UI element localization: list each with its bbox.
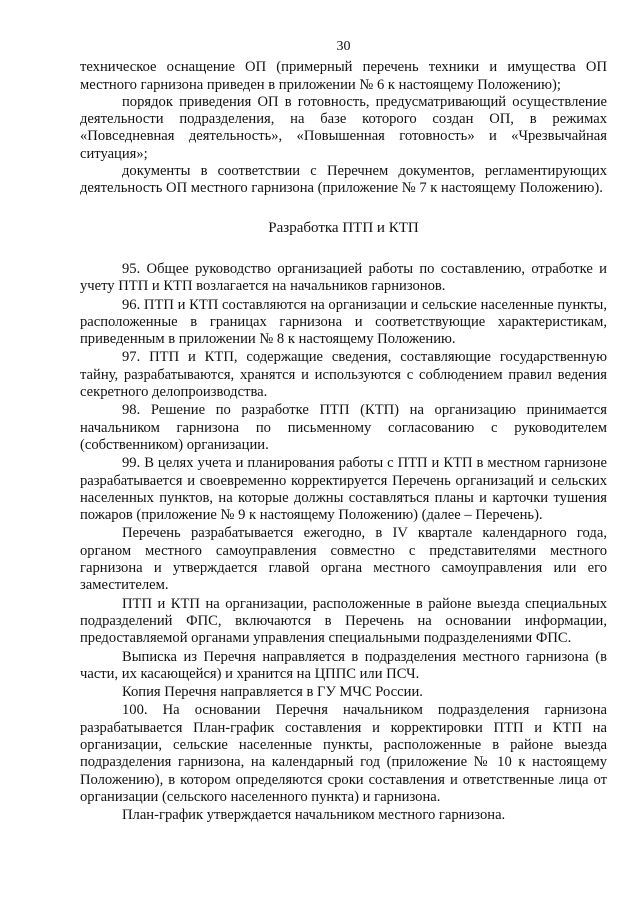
paragraph-95: 95. Общее руководство организацией работы по составлению, отработке и учету ПТП и КТП возлагается на начальников гарнизонов. (80, 260, 607, 295)
paragraph-96: 96. ПТП и КТП составляются на организации и сельские населенные пункты, расположенные в границах гарнизона и соответствующие характеристикам, приведенным в приложении № 8 к настоящему Положению. (80, 296, 607, 348)
paragraph-100: 100. На основании Перечня начальником подразделения гарнизона разрабатывается План-график составления и корректировки ПТП и КТП на организации, сельские населенные пункты, расположенные в районе выезда подразделения гарнизона, на календарный год (приложение № 10 к настоящему Положению), в котором определяются сроки составления и ответственные лица от организации (сельского населенного пункта) и гарнизона. (80, 702, 607, 805)
page-number: 30 (336, 39, 351, 54)
document-page (80, 38, 607, 824)
paragraph-schedule-approval: План-график утверждается начальником местного гарнизона. (122, 807, 506, 824)
paragraph-fps-inclusion: ПТП и КТП на организации, расположенные в районе выезда специальных подразделений ФПС, включаются в Перечень на основании информации, предоставляемой органами управления специальными подразделениями ФПС. (80, 595, 607, 647)
section-heading: Разработка ПТП и КТП (268, 219, 419, 236)
paragraph-documents: документы в соответствии с Перечнем документов, регламентирующих деятельность ОП местного гарнизона (приложение № 7 к настоящему Положению). (80, 163, 607, 197)
paragraph-99: 99. В целях учета и планирования работы с ПТП и КТП в местном гарнизоне разрабатывается и своевременно корректируется Перечень организаций и сельских населенных пунктов, на которые должны составляться планы и карточки тушения пожаров (приложение № 9 к настоящему Положению) (далее – Перечень). (80, 455, 607, 524)
paragraph-copy: Копия Перечня направляется в ГУ МЧС России. (122, 684, 423, 701)
paragraph-equipment: техническое оснащение ОП (примерный перечень техники и имущества ОП местного гарнизона приведен в приложении № 6 к настоящему Положению); (80, 59, 607, 93)
paragraph-list-development: Перечень разрабатывается ежегодно, в IV квартале календарного года, органом местного самоуправления совместно с представителями местного гарнизона и утверждается главой органа местного самоуправления или его заместителем. (80, 525, 607, 594)
paragraph-extract: Выписка из Перечня направляется в подразделения местного гарнизона (в части, их касающейся) и хранится на ЦППС или ПСЧ. (80, 648, 607, 682)
paragraph-readiness: порядок приведения ОП в готовность, предусматривающий осуществление деятельности подразделения, на базе которого создан ОП, в режимах «Повседневная деятельность», «Повышенная готовность» и «Чрезвычайная ситуация»; (80, 93, 607, 162)
paragraph-97: 97. ПТП и КТП, содержащие сведения, составляющие государственную тайну, разрабатываются, хранятся и используются с соблюдением правил ведения секретного делопроизводства. (80, 349, 607, 401)
paragraph-98: 98. Решение по разработке ПТП (КТП) на организацию принимается начальником гарнизона по письменному согласованию с руководителем (собственником) организации. (80, 402, 607, 453)
